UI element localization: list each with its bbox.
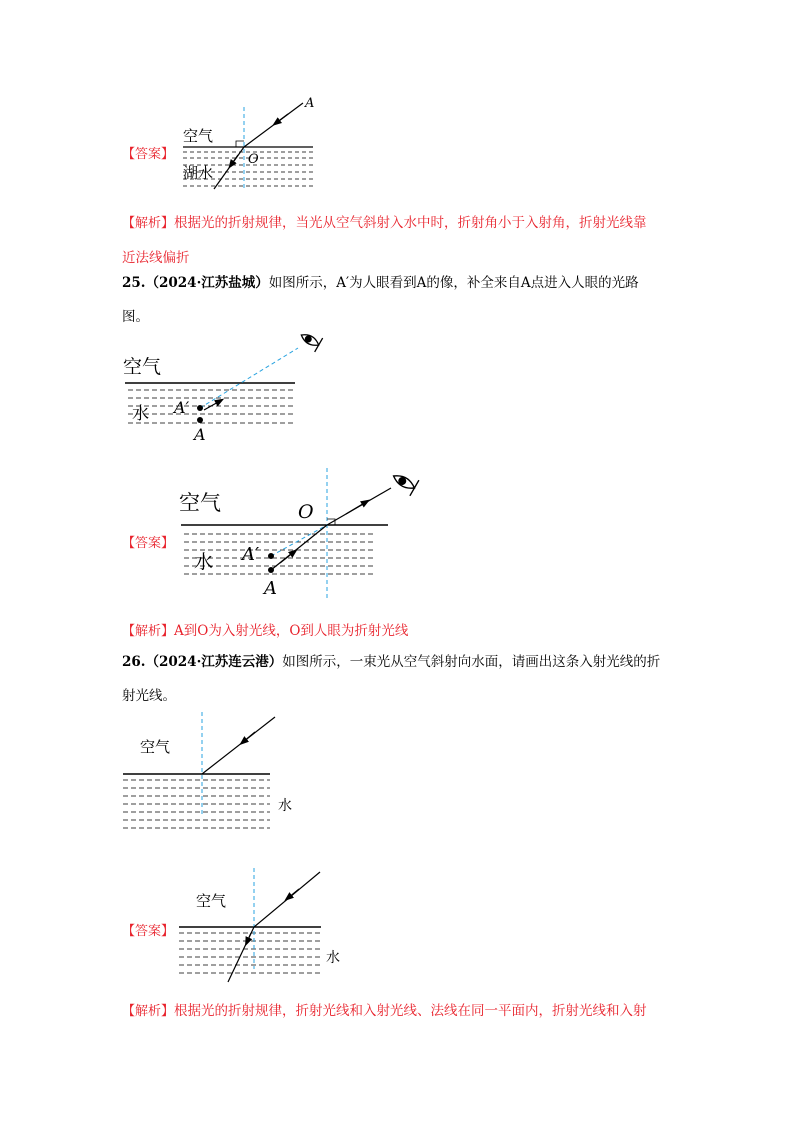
answer-tag: 【答案】: [122, 536, 175, 551]
water-label: 水: [132, 404, 149, 424]
water-label: 水: [194, 551, 214, 573]
right-angle-mark: [236, 141, 244, 147]
ray-arrow: [204, 401, 220, 410]
air-label: 空气: [179, 491, 221, 515]
q25-source: （2024·江苏盐城）: [145, 275, 269, 291]
incident-arrow: [243, 732, 255, 742]
q26-text-line1: 如图所示，一束光从空气斜射向水面，请画出这条入射光线的折: [282, 654, 661, 670]
q26-answer-figure: [176, 866, 376, 995]
refracted-arrow: [247, 933, 251, 942]
point-o-label: O: [298, 501, 314, 523]
point-a: [268, 567, 274, 573]
q26-question: [122, 645, 692, 713]
point-a-prime: [268, 553, 274, 559]
q25-explanation-text: A到O为入射光线，O到人眼为折射光线: [174, 623, 409, 639]
q24-answer-figure: [178, 95, 328, 199]
answer-tag: 【答案】: [122, 147, 175, 162]
refracted-ray: [214, 147, 244, 189]
q26-explanation: [122, 994, 692, 1029]
incident-ray: [202, 717, 275, 774]
air-label: 空气: [123, 356, 162, 378]
air-label: 空气: [196, 892, 227, 910]
incident-arrow: [288, 889, 299, 898]
point-a-prime-label: A′: [242, 544, 260, 565]
q26-explanation-text: 根据光的折射规律，折射光线和入射光线、法线在同一平面内，折射光线和入射: [174, 1003, 647, 1019]
q25-text-line1: 如图所示，A′为人眼看到A的像，补全来自A点进入人眼的光路: [268, 275, 639, 291]
point-a-label: A: [305, 96, 315, 111]
virtual-ray: [271, 525, 327, 556]
incident-arrow: [280, 552, 294, 563]
q26-figure: [120, 712, 320, 846]
incident-arrow: [276, 114, 288, 123]
q25-explanation: [122, 614, 682, 649]
refracted-arrow: [346, 502, 366, 514]
q26-source: （2024·江苏连云港）: [145, 654, 283, 670]
incident-ray: [271, 525, 327, 570]
water-label: 水: [326, 950, 340, 966]
q24-explanation-line1: 根据光的折射规律，当光从空气斜射入水中时，折射角小于入射角，折射光线靠: [174, 215, 647, 231]
q26-number: 26.: [122, 654, 146, 670]
answer-tag: 【答案】: [122, 924, 175, 939]
eye-icon: [297, 328, 322, 352]
q25-figure: [120, 328, 340, 447]
point-a-label: A: [264, 578, 277, 599]
q25-question: [122, 266, 692, 334]
air-label: 空气: [183, 127, 214, 145]
point-a-prime: [197, 405, 203, 411]
point-a: [197, 417, 203, 423]
q24-explanation: [122, 206, 682, 275]
q26-text-line2: 射光线。: [122, 688, 176, 704]
q25-text-line2: 图。: [122, 309, 149, 325]
point-a-prime-label: A′: [174, 398, 190, 417]
incident-ray: [244, 103, 303, 147]
incident-ray: [254, 872, 320, 927]
refracted-arrow: [231, 155, 238, 165]
explain-tag: 【解析】: [122, 216, 175, 231]
q25-number: 25.: [122, 275, 146, 291]
water-label: 水: [278, 798, 292, 814]
eye-icon: [389, 468, 419, 496]
point-a-label: A: [194, 425, 206, 444]
q25-answer-figure: [176, 460, 426, 604]
air-label: 空气: [140, 738, 171, 756]
virtual-ray: [200, 348, 298, 408]
q24-explanation-line2: 近法线偏折: [122, 250, 190, 266]
point-o-label: O: [248, 152, 259, 167]
explain-tag: 【解析】: [122, 624, 175, 639]
water-label: 湖水: [183, 164, 214, 182]
explain-tag: 【解析】: [122, 1004, 175, 1019]
